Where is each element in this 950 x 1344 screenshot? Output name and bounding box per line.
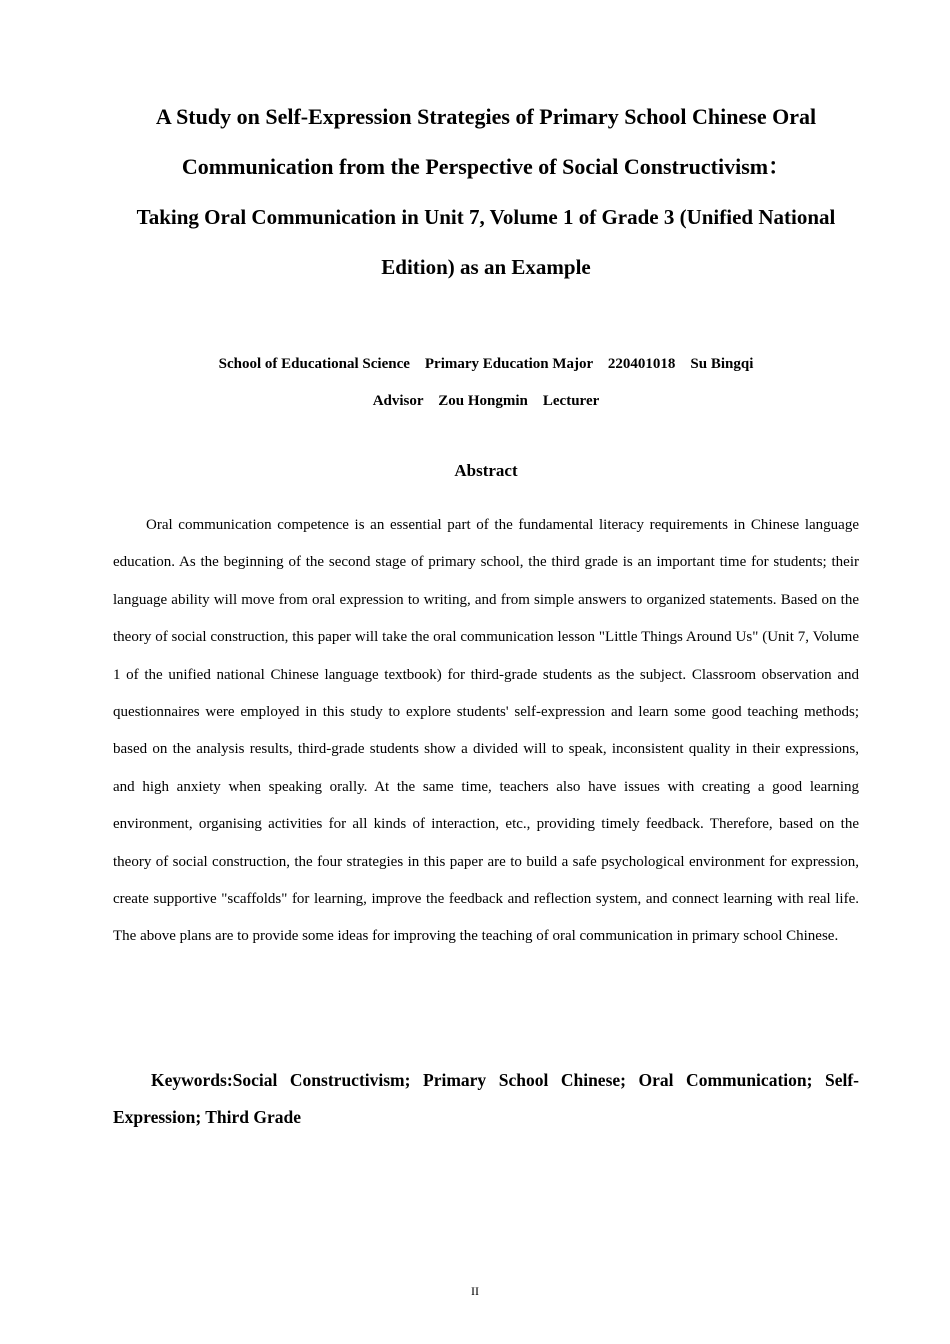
title-block xyxy=(90,92,882,292)
title-line-2: Communication from the Perspective of Social Constructivism： xyxy=(181,154,791,179)
advisor-line: Advisor Zou Hongmin Lecturer xyxy=(372,393,600,409)
keywords: Keywords:Social Constructivism; Primary School Chinese; Oral Communication; Self-Expression; Third Grade xyxy=(113,1070,859,1127)
page-number: II xyxy=(471,1284,479,1298)
title-line-1: A Study on Self-Expression Strategies of Primary School Chinese Oral xyxy=(155,104,817,129)
author-affiliation-line: School of Educational Science Primary Education Major 220401018 Su Bingqi xyxy=(218,356,754,372)
abstract-body: Oral communication competence is an essential part of the fundamental literacy requirements in Chinese language education. As the beginning of the second stage of primary school, the third grade is an important time for students; their language ability will move from oral expression to writing, and from simple answers to organized statements. Based on the theory of social construction, this paper will take the oral communication lesson "Little Things Around Us" (Unit 7, Volume 1 of the unified national Chinese language textbook) for third-grade students as the subject. Classroom observation and questionnaires were employed in this study to explore students' self-expression and learn some good teaching methods; based on the analysis results, third-grade students show a divided will to speak, inconsistent quality in their expressions, and high anxiety when speaking orally. At the same time, teachers also have issues with creating a good learning environment, organising activities for all kinds of interaction, etc., providing timely feedback. Therefore, based on the theory of social construction, the four strategies in this paper are to build a safe psychological environment for expression, create supportive "scaffolds" for learning, improve the feedback and reflection system, and connect learning with real life. The above plans are to provide some ideas for improving the teaching of oral communication in primary school Chinese. xyxy=(113,517,859,945)
abstract-heading: Abstract xyxy=(454,461,518,480)
author-info xyxy=(90,346,882,420)
subtitle-line-1: Taking Oral Communication in Unit 7, Volume 1 of Grade 3 (Unified National xyxy=(136,205,836,229)
subtitle-line-2: Edition) as an Example xyxy=(381,255,591,279)
